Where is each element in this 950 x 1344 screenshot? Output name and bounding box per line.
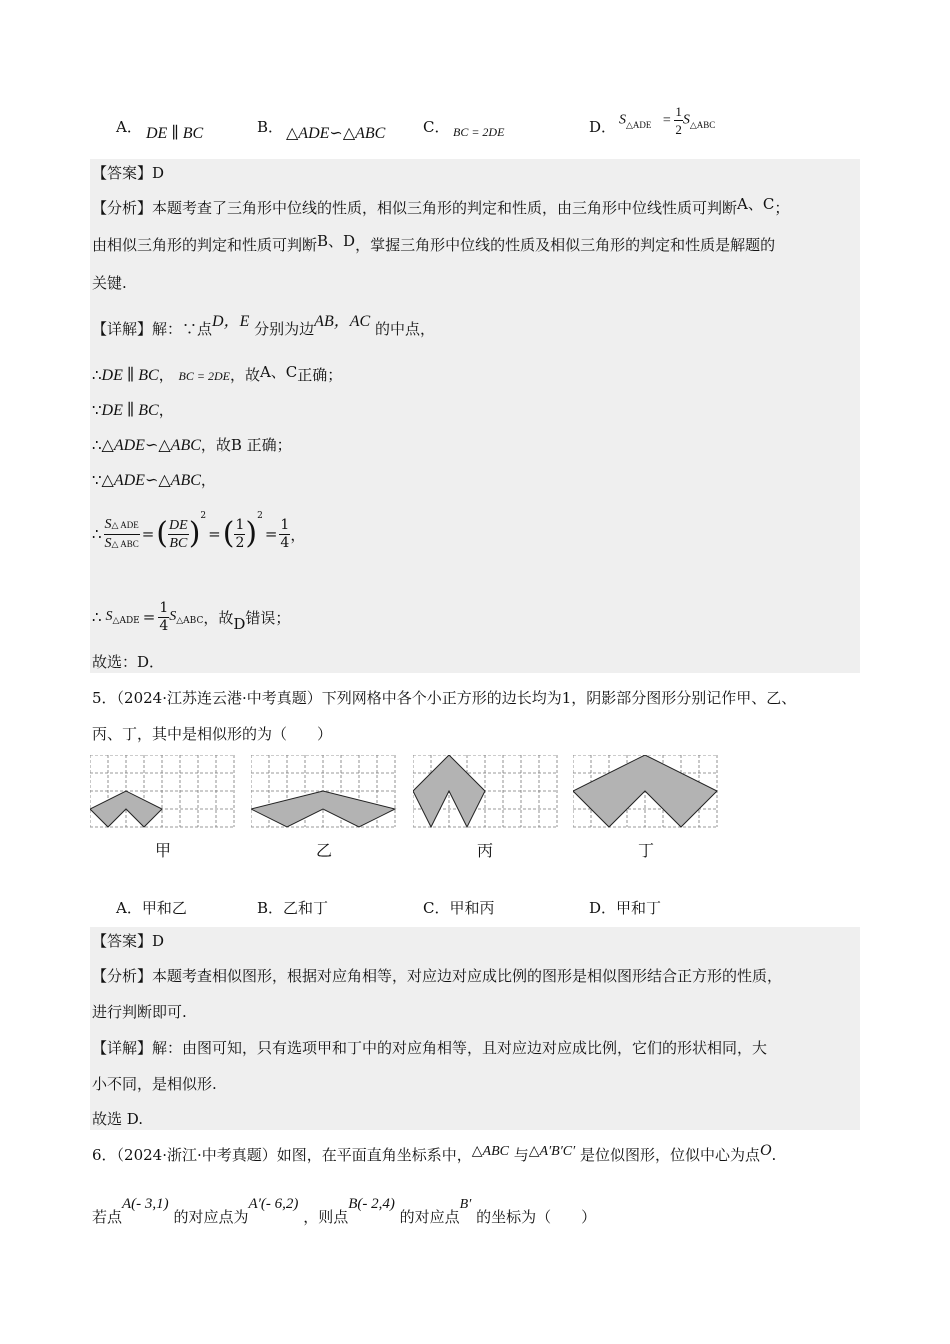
- q5-stem-line-2: 丙、丁，其中是相似形的为（ ）: [92, 725, 333, 743]
- area-ratio-frac: [104, 516, 140, 553]
- math: △A′B′C′: [528, 1144, 576, 1159]
- frac-den: BC: [169, 535, 188, 551]
- text: ，掌握三角形中位线的性质及相似三角形的判定和性质是解题的: [355, 236, 776, 254]
- math: A′(- 6,2): [248, 1196, 299, 1212]
- text: 的对应点: [399, 1208, 460, 1226]
- math-s: S: [169, 609, 177, 624]
- detail-label: 【详解】: [92, 320, 153, 338]
- math-sub: △ ADE: [111, 519, 139, 530]
- figure-ding: [573, 755, 719, 829]
- math: △ADE∽△ABC: [101, 437, 201, 454]
- math-sub: △ABC: [176, 616, 204, 626]
- q5-detail-line-2: 小不同，是相似形.: [92, 1075, 217, 1093]
- frac-num: 1: [235, 516, 245, 533]
- q5-analysis-line-2: 进行判断即可.: [92, 1003, 187, 1021]
- math: O: [759, 1142, 772, 1159]
- right-paren: ): [188, 516, 201, 551]
- answer-label: 【答案】: [92, 164, 153, 182]
- q4-option-b-math: △ADE∽△ABC: [286, 125, 386, 142]
- frac-den: 4: [159, 617, 169, 634]
- math-s: S: [619, 112, 626, 128]
- one-half-frac: [234, 517, 245, 552]
- math-s: S: [105, 609, 113, 624]
- figure-label-bing: 丙: [477, 841, 494, 860]
- q5-option-c[interactable]: C．甲和丙: [423, 899, 495, 917]
- q4-analysis-line-1: [92, 195, 790, 218]
- option-label: C．: [423, 118, 450, 136]
- text: 若点: [92, 1208, 123, 1226]
- text: 正确；: [297, 366, 343, 384]
- frac-num: 1: [675, 104, 682, 119]
- text: 的中点，: [374, 320, 435, 338]
- text: 是位似图形，位似中心为点: [579, 1146, 760, 1164]
- right-paren: ): [245, 516, 258, 551]
- frac-den: 4: [280, 534, 290, 551]
- frac-den: 2: [235, 534, 245, 551]
- q5-analysis-line-1: [92, 966, 782, 986]
- q5-option-d[interactable]: D．甲和丁: [589, 899, 662, 917]
- math: AB，AC: [314, 313, 371, 330]
- math-frac: [674, 103, 683, 138]
- text: ，故: [229, 366, 260, 384]
- q4-detail-line-2: [92, 365, 342, 386]
- one-quarter-frac: [158, 600, 169, 635]
- answer-value: D: [152, 164, 165, 182]
- math-sub: △ADE: [112, 616, 140, 626]
- text: 与: [513, 1146, 529, 1164]
- math: DE ∥ BC: [101, 367, 159, 384]
- one-quarter-frac: [279, 517, 290, 552]
- math: D，E: [212, 313, 250, 330]
- text: ，: [290, 525, 306, 544]
- math-sub: △ADE: [626, 119, 652, 130]
- frac-num: 1: [159, 599, 169, 616]
- q5-solution-box: [90, 927, 860, 1130]
- text: 解：∵点: [152, 320, 213, 338]
- q6-stem-line-1: [92, 1142, 777, 1167]
- exponent: 2: [200, 511, 207, 521]
- q4-option-d[interactable]: [589, 116, 616, 137]
- text: ，: [200, 471, 216, 489]
- text: 的坐标为（ ）: [476, 1208, 597, 1226]
- text: ，则点: [303, 1208, 349, 1226]
- figure-label-ding: 丁: [638, 841, 655, 860]
- math: B(- 2,4): [348, 1196, 395, 1212]
- text: ∴: [92, 436, 102, 454]
- text: ，: [158, 401, 174, 419]
- text: 本题考查了三角形中位线的性质，相似三角形的判定和性质，由三角形中位线性质可判断: [152, 199, 738, 217]
- text: B、D: [317, 232, 356, 250]
- q4-detail-line-7: [92, 597, 290, 637]
- de-bc-frac: [168, 517, 189, 552]
- text: ，: [158, 366, 174, 384]
- analysis-label: 【分析】: [92, 199, 153, 217]
- q6-stem-line-2: [92, 1196, 597, 1229]
- text: A、C: [737, 195, 775, 213]
- q4-analysis-line-3: 关键.: [92, 274, 127, 292]
- q4-detail-line-3: [92, 400, 174, 421]
- math-sub: △ ABC: [111, 538, 139, 549]
- text: .: [771, 1146, 777, 1164]
- math: DE ∥ BC: [101, 402, 159, 419]
- q4-option-c[interactable]: [423, 116, 449, 137]
- q4-detail-line-6: [92, 509, 305, 559]
- math: △ADE∽△ABC: [101, 472, 201, 489]
- figure-label-jia: 甲: [155, 841, 172, 860]
- left-paren: (: [222, 516, 235, 551]
- text: ∴: [92, 608, 102, 626]
- frac-num: DE: [169, 517, 188, 533]
- exponent: 2: [257, 511, 263, 521]
- text: ∴: [92, 525, 102, 543]
- math-eq: =: [141, 525, 155, 543]
- math-eq: =: [208, 525, 221, 543]
- math-eq: =: [264, 525, 278, 543]
- q4-analysis-line-2: [92, 232, 776, 255]
- q5-option-b[interactable]: B．乙和丁: [257, 899, 329, 917]
- q4-option-c-math: BC = 2DE: [453, 125, 505, 139]
- answer-value: D: [152, 932, 165, 950]
- q5-stem-line-1: 5．（2024·江苏连云港·中考真题）下列网格中各个小正方形的边长均为1，阴影部分图形分别记作甲、乙、: [92, 689, 797, 707]
- option-label: A．: [116, 118, 142, 136]
- q4-option-b[interactable]: [257, 116, 283, 137]
- text: 本题考查相似图形，根据对应角相等，对应边对应成比例的图形是相似图形结合正方形的性质，: [152, 967, 783, 985]
- q4-option-a-math: DE ∥ BC: [146, 125, 204, 142]
- text: ；: [774, 199, 790, 217]
- option-label: B．: [257, 118, 284, 136]
- text: ∴: [92, 366, 102, 384]
- frac-den: 2: [675, 122, 682, 137]
- math: B′: [459, 1197, 472, 1212]
- q5-option-a[interactable]: A．甲和乙: [116, 899, 187, 917]
- math-sub: △ABC: [689, 119, 716, 130]
- frac-num: 1: [280, 516, 290, 533]
- math-eq: =: [142, 608, 156, 626]
- q4-detail-line-5: [92, 470, 216, 491]
- text: 6．（2024·浙江·中考真题）如图，在平面直角坐标系中，: [92, 1146, 472, 1164]
- figure-yi: [251, 755, 397, 829]
- q4-answer: [92, 163, 164, 183]
- text: ，故: [203, 608, 234, 627]
- q4-detail-line-8: 故选：D．: [92, 653, 165, 671]
- q5-answer: [92, 931, 164, 951]
- text: ∵: [92, 401, 102, 419]
- math-s: S: [104, 535, 112, 551]
- q4-option-a[interactable]: [116, 116, 142, 137]
- math: A(- 3,1): [122, 1196, 169, 1212]
- q4-detail-line-4: [92, 435, 292, 456]
- math: △ABC: [471, 1144, 509, 1159]
- text: 分别为边: [254, 320, 315, 338]
- math-eq: =: [662, 112, 671, 128]
- q4-detail-line-1: [92, 313, 435, 340]
- text: 解：由图可知，只有选项甲和丁中的对应角相等，且对应边对应成比例，它们的形状相同，大: [152, 1039, 768, 1057]
- text: 由相似三角形的判定和性质可判断: [92, 236, 318, 254]
- q4-option-d-math: [619, 103, 715, 138]
- text: A、C: [259, 363, 298, 381]
- option-label: D．: [589, 118, 617, 136]
- text: ∵: [92, 471, 102, 489]
- text: D: [233, 615, 246, 633]
- left-paren: (: [156, 516, 169, 551]
- figure-label-yi: 乙: [316, 841, 333, 860]
- text: ，故B 正确；: [200, 436, 292, 454]
- figure-bing: [413, 755, 559, 829]
- text: 错误；: [245, 608, 291, 627]
- math: BC = 2DE: [178, 369, 230, 383]
- q5-detail-line-3: 故选 D.: [92, 1110, 144, 1128]
- math-s: S: [682, 112, 690, 128]
- figure-jia: [90, 755, 236, 829]
- q5-detail-line-1: [92, 1038, 767, 1058]
- text: 的对应点为: [173, 1208, 249, 1226]
- answer-label: 【答案】: [92, 932, 153, 950]
- analysis-label: 【分析】: [92, 967, 153, 985]
- detail-label: 【详解】: [92, 1039, 153, 1057]
- math-s: S: [104, 516, 112, 532]
